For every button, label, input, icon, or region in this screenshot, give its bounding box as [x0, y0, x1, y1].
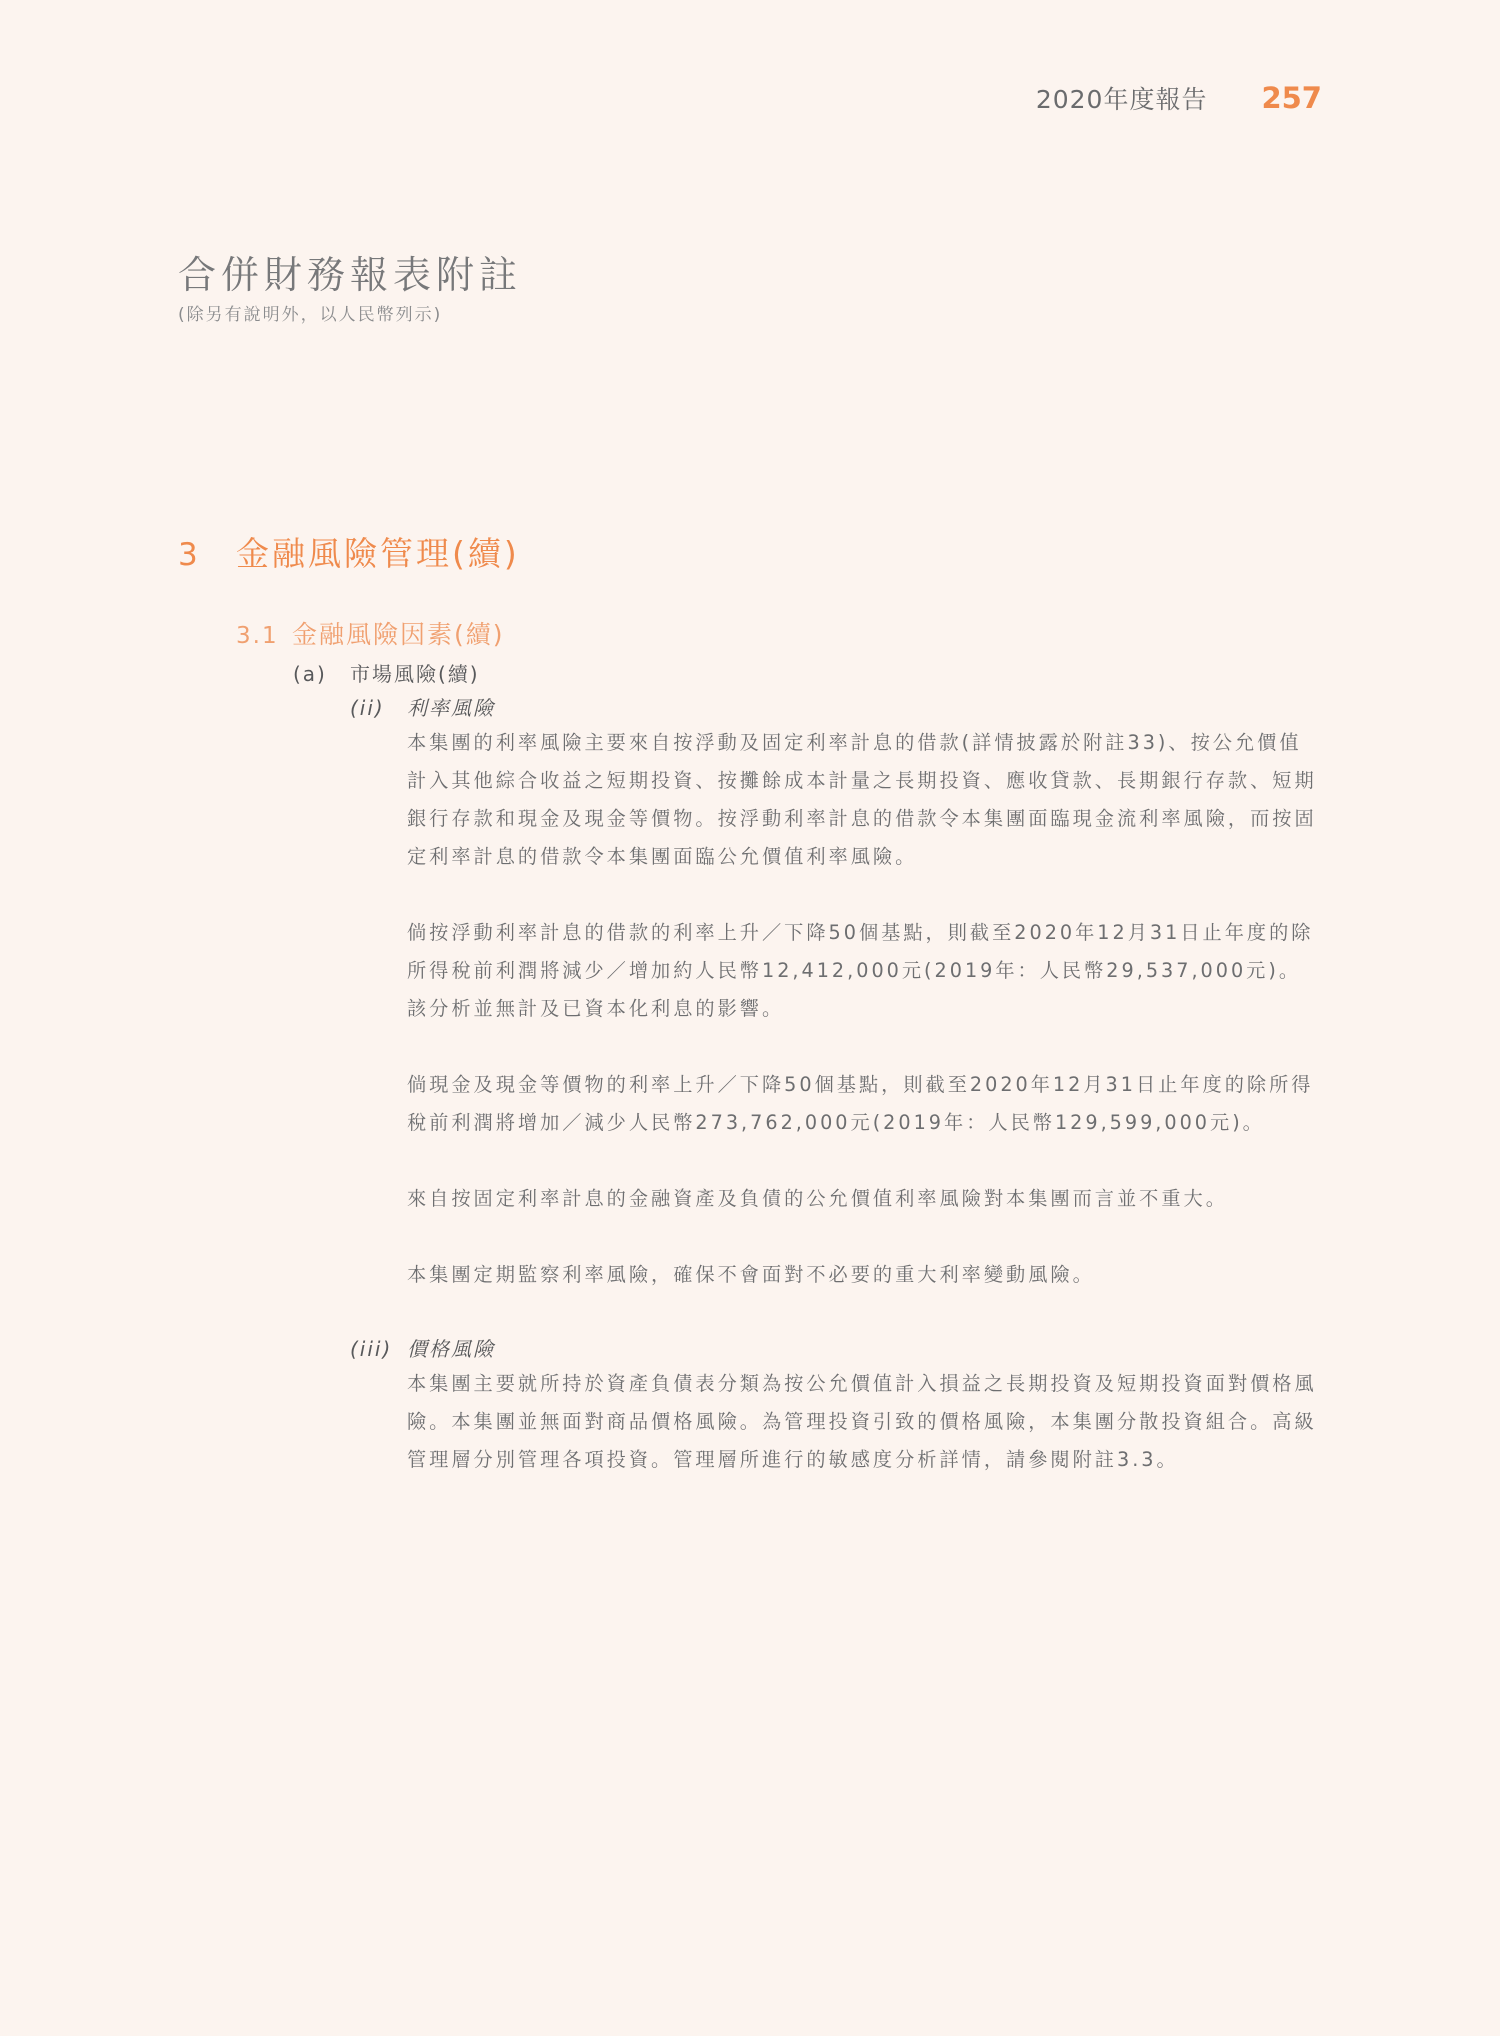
section-title: 金融風險管理(續): [236, 534, 520, 573]
running-header: [1036, 80, 1322, 116]
paragraph: 來自按固定利率計息的金融資產及負債的公允價值利率風險對本集團而言並不重大。: [407, 1187, 1228, 1210]
document-subtitle: (除另有說明外，以人民幣列示): [178, 305, 443, 325]
risk-iii-heading: [350, 1333, 1322, 1365]
report-year-label: 2020年度報告: [1035, 85, 1208, 114]
paragraph: 本集團定期監察利率風險，確保不會面對不必要的重大利率變動風險。: [407, 1263, 1095, 1286]
section-heading: [178, 528, 520, 575]
risk-iii-title: 價格風險: [407, 1337, 495, 1361]
paragraph: 本集團的利率風險主要來自按浮動及固定利率計息的借款(詳情披露於附註33)、按公允價值計入其他綜合收益之短期投資、按攤餘成本計量之長期投資、應收貸款、長期銀行存款、短期銀行存款和現金及現金等價物。按浮動利率計息的借款令本集團面臨現金流利率風險，而按固定利率計息的借款令本集團面臨公允價值利率風險。: [407, 731, 1317, 868]
item-a-heading: [293, 658, 480, 687]
section-number: 3: [178, 537, 201, 573]
risk-ii-marker: (ii): [350, 696, 385, 720]
subsection-title: 金融風險因素(續): [292, 620, 505, 649]
price-risk-section: [350, 1333, 1322, 1479]
risk-iii-body: [407, 1365, 1322, 1479]
paragraph: 倘按浮動利率計息的借款的利率上升／下降50個基點，則截至2020年12月31日止年度的除所得稅前利潤將減少／增加約人民幣12,412,000元(2019年：人民幣29,537,000元)。該分析並無計及已資本化利息的影響。: [407, 921, 1314, 1020]
subsection-number: 3.1: [236, 623, 279, 649]
paragraph: 倘現金及現金等價物的利率上升／下降50個基點，則截至2020年12月31日止年度的除所得稅前利潤將增加／減少人民幣273,762,000元(2019年：人民幣129,599,000元)。: [407, 1073, 1314, 1134]
subsection-heading: [236, 615, 505, 651]
paragraph: 本集團主要就所持於資產負債表分類為按公允價值計入損益之長期投資及短期投資面對價格風險。本集團並無面對商品價格風險。為管理投資引致的價格風險，本集團分散投資組合。高級管理層分別管理各項投資。管理層所進行的敏感度分析詳情，請參閱附註3.3。: [407, 1372, 1317, 1471]
risk-iii-marker: (iii): [350, 1337, 393, 1361]
risk-ii-title: 利率風險: [407, 696, 495, 720]
document-title: 合併財務報表附註: [178, 253, 523, 297]
risk-ii-body: [407, 724, 1322, 1294]
page-number: 257: [1261, 81, 1322, 115]
item-a-title: 市場風險(續): [350, 662, 480, 686]
interest-rate-risk-section: [350, 692, 1322, 1294]
item-a-marker: (a): [293, 662, 327, 686]
risk-ii-heading: [350, 692, 1322, 724]
